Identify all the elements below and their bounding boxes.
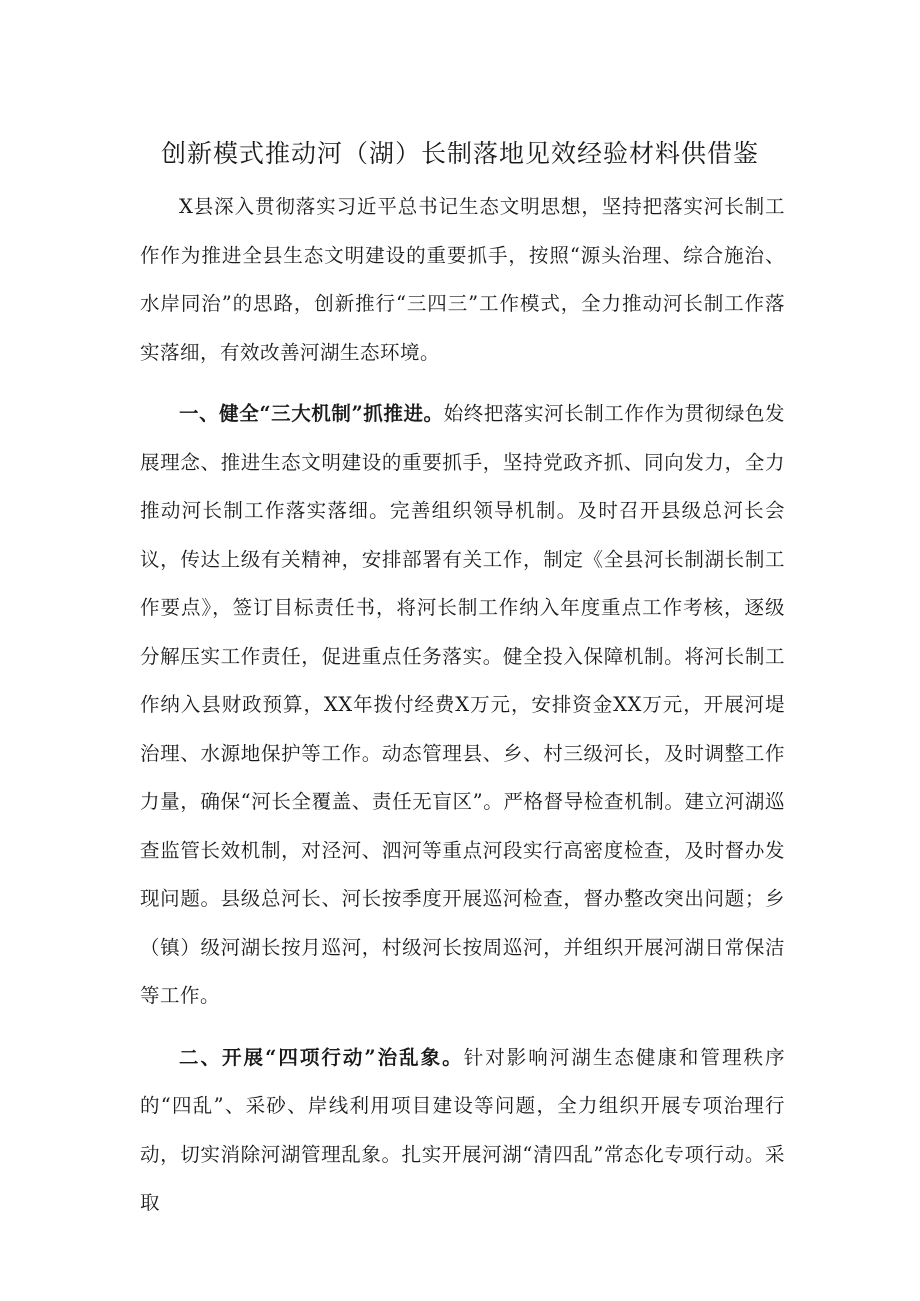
section-body: 针对影响河湖生态健康和管理秩序的“四乱”、采砂、岸线利用项目建设等问题，全力组织开展专项治理行动，切实消除河湖管理乱象。扎实开展河湖“清四乱”常态化专项行动。采取 [140, 1045, 785, 1214]
section-heading: 一、健全“三大机制”抓推进。 [179, 402, 444, 425]
section-paragraph [140, 1034, 785, 1228]
section-heading: 二、开展“四项行动”治乱象。 [179, 1045, 464, 1069]
intro-paragraph: X县深入贯彻落实习近平总书记生态文明思想，坚持把落实河长制工作作为推进全县生态文明建设的重要抓手，按照“源头治理、综合施治、水岸同治”的思路，创新推行“三四三”工作模式，全力推动河长制工作落实落细，有效改善河湖生态环境。 [140, 195, 785, 364]
section-body: 始终把落实河长制工作作为贯彻绿色发展理念、推进生态文明建设的重要抓手，坚持党政齐抓、同向发力，全力推动河长制工作落实落细。完善组织领导机制。及时召开县级总河长会议，传达上级有关精神，安排部署有关工作，制定《全县河长制湖长制工作要点》，签订目标责任书，将河长制工作纳入年度重点工作考核，逐级分解压实工作责任，促进重点任务落实。健全投入保障机制。将河长制工作纳入县财政预算，XX年拨付经费X万元，安排资金XX万元，开展河堤治理、水源地保护等工作。动态管理县、乡、村三级河长，及时调整工作力量，确保“河长全覆盖、责任无盲区”。严格督导检查机制。建立河湖巡查监管长效机制，对泾河、泗河等重点河段实行高密度检查，及时督办发现问题。县级总河长、河长按季度开展巡河检查，督办整改突出问题；乡（镇）级河湖长按月巡河，村级河长按周巡河，并组织开展河湖日常保洁等工作。 [140, 402, 785, 1007]
document-title: 创新模式推动河（湖）长制落地见效经验材料供借鉴 [160, 139, 759, 168]
section-paragraph [140, 390, 785, 1021]
document-body [140, 183, 785, 1228]
